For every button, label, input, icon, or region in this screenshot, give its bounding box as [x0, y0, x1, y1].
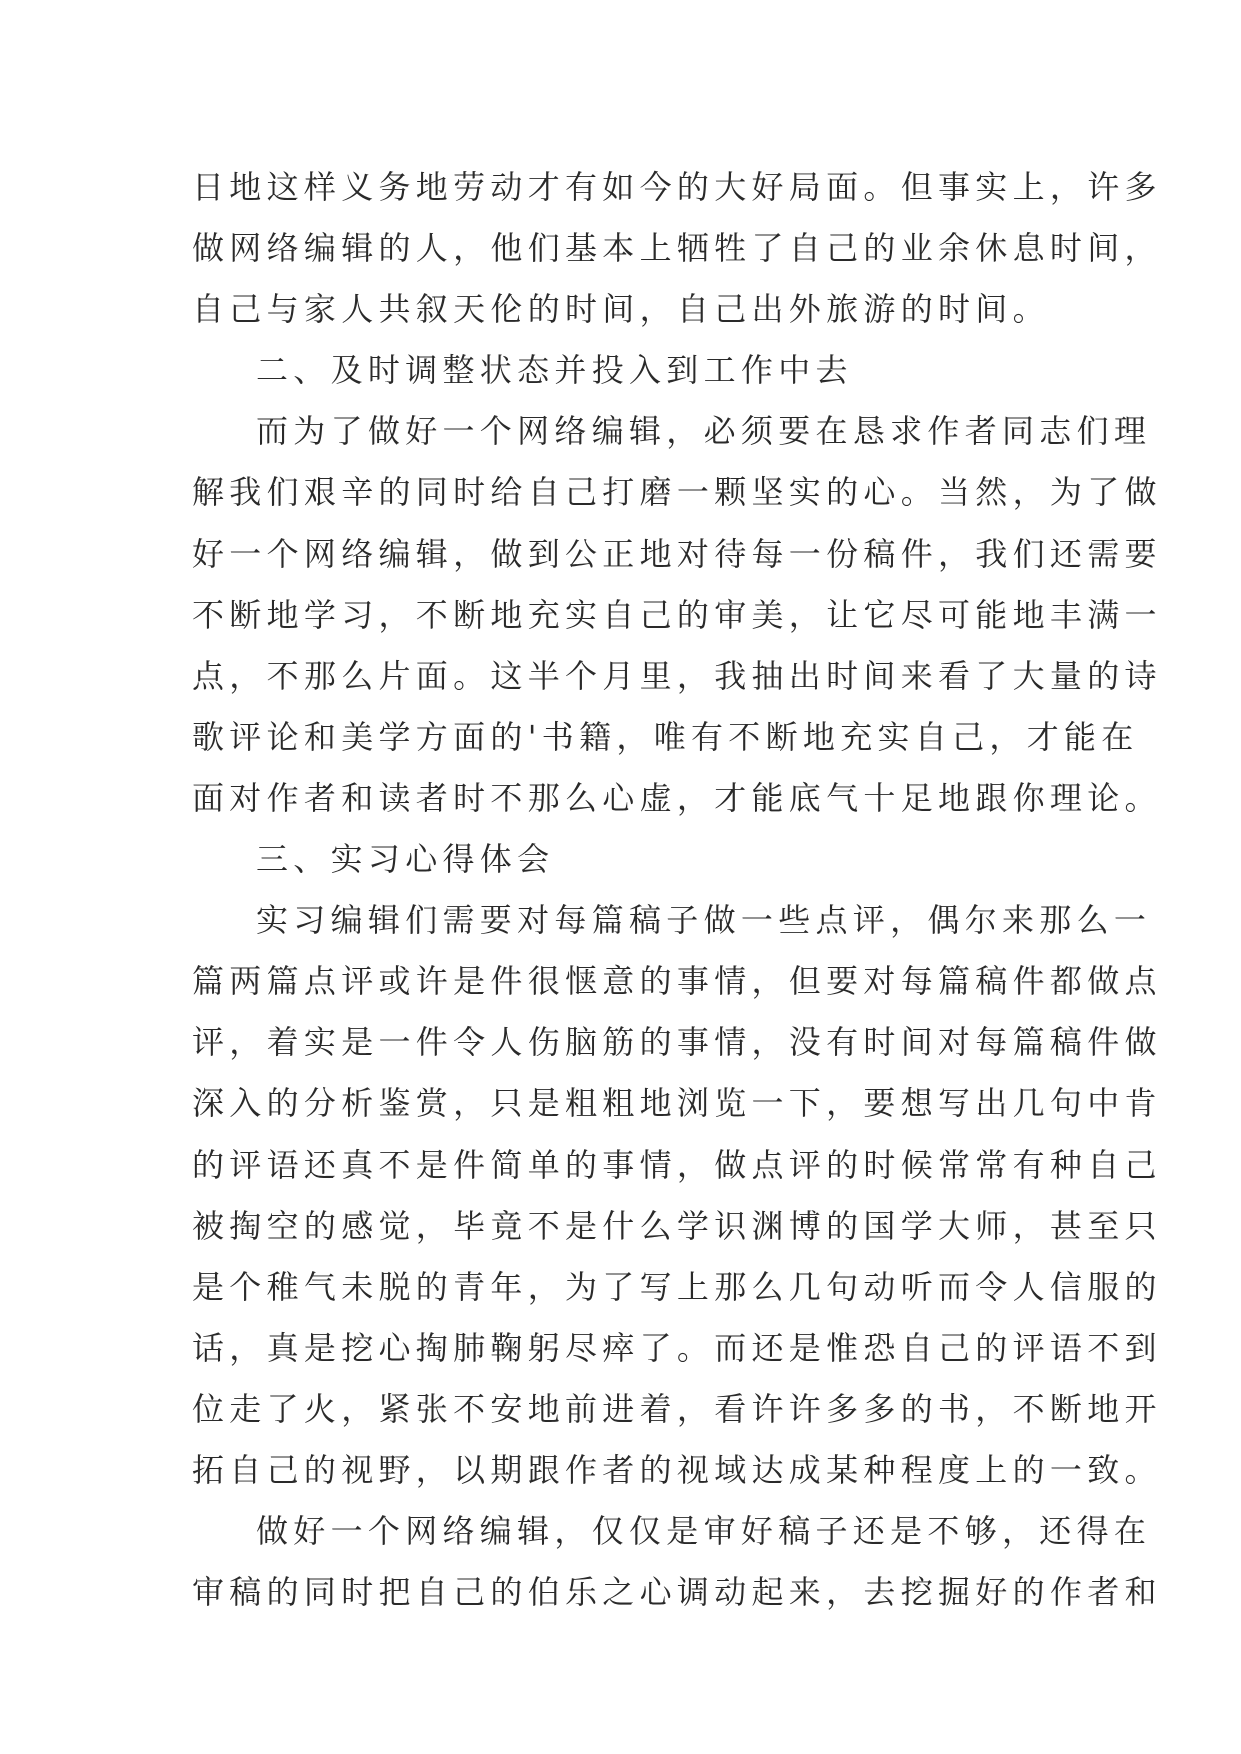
text-line: 而为了做好一个网络编辑，必须要在恳求作者同志们理: [256, 412, 1152, 451]
text-line: 被掏空的感觉，毕竟不是什么学识渊博的国学大师，甚至只: [192, 1206, 1162, 1245]
text-line: 位走了火，紧张不安地前进着，看许许多多的书，不断地开: [192, 1389, 1162, 1428]
text-line: 自己与家人共叙天伦的时间，自己出外旅游的时间。: [192, 290, 1050, 329]
text-line: 深入的分析鉴赏，只是粗粗地浏览一下，要想写出几句中肯: [192, 1084, 1162, 1123]
text-line: 拓自己的视野，以期跟作者的视域达成某种程度上的一致。: [192, 1450, 1162, 1489]
text-line: 日地这样义务地劳动才有如今的大好局面。但事实上，许多: [192, 168, 1162, 206]
text-line: 三、实习心得体会: [256, 840, 555, 879]
text-line: 是个稚气未脱的青年，为了写上那么几句动听而令人信服的: [192, 1267, 1162, 1306]
text-line: 做网络编辑的人，他们基本上牺牲了自己的业余休息时间，: [192, 229, 1162, 268]
text-line: 审稿的同时把自己的伯乐之心调动起来，去挖掘好的作者和: [192, 1573, 1162, 1612]
text-line: 实习编辑们需要对每篇稿子做一些点评，偶尔来那么一: [256, 901, 1152, 940]
text-line: 的评语还真不是件简单的事情，做点评的时候常常有种自己: [192, 1145, 1162, 1184]
text-line: 话，真是挖心掏肺鞠躬尽瘁了。而还是惟恐自己的评语不到: [192, 1328, 1162, 1367]
text-line: 点，不那么片面。这半个月里，我抽出时间来看了大量的诗: [192, 656, 1162, 695]
text-line: 二、及时调整状态并投入到工作中去: [256, 351, 853, 390]
body-text: [192, 157, 1162, 1623]
text-line: 做好一个网络编辑，仅仅是审好稿子还是不够，还得在: [256, 1512, 1152, 1551]
text-line: 面对作者和读者时不那么心虚，才能底气十足地跟你理论。: [192, 778, 1162, 817]
text-line: 评，着实是一件令人伤脑筋的事情，没有时间对每篇稿件做: [192, 1023, 1162, 1062]
text-line: 好一个网络编辑，做到公正地对待每一份稿件，我们还需要: [192, 534, 1162, 573]
text-line: 篇两篇点评或许是件很惬意的事情，但要对每篇稿件都做点: [192, 962, 1162, 1001]
text-line: 歌评论和美学方面的'书籍，唯有不断地充实自己，才能在: [192, 717, 1139, 756]
text-line: 不断地学习，不断地充实自己的审美，让它尽可能地丰满一: [192, 595, 1162, 634]
text-line: 解我们艰辛的同时给自己打磨一颗坚实的心。当然，为了做: [192, 473, 1162, 512]
